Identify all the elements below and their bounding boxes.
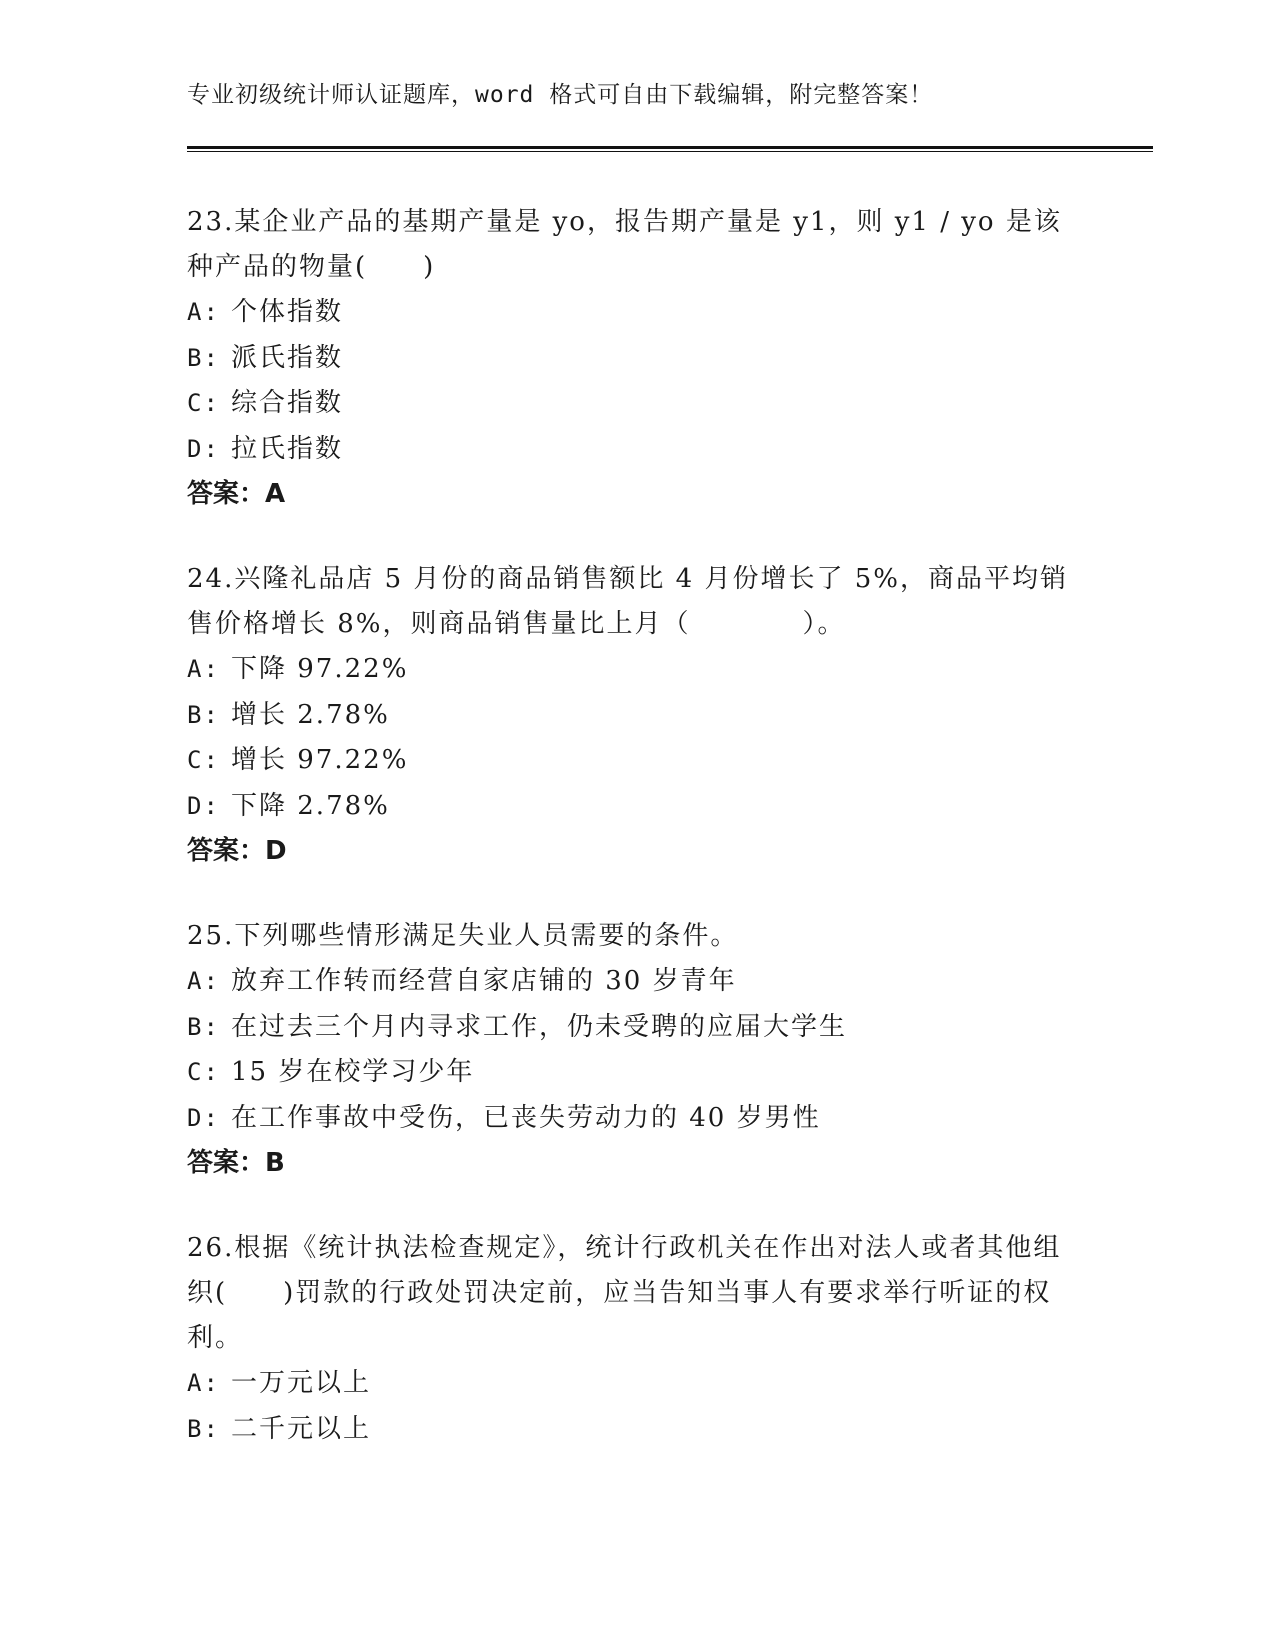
option-text: 派氏指数 — [231, 342, 344, 373]
question-text: 25.下列哪些情形满足失业人员需要的条件。 — [187, 921, 739, 951]
option-letter: D: — [187, 1103, 220, 1132]
option-text: 15 岁在校学习少年 — [231, 1057, 475, 1087]
question-text: 24.兴隆礼品店 5 月份的商品销售额比 4 月份增长了 5%，商品平均销售价格增长 8%，则商品销售量比上月（ ）。 — [187, 564, 1069, 639]
question-23 — [187, 200, 1087, 517]
option-letter: B: — [187, 343, 220, 372]
header-rule-thick — [187, 146, 1153, 149]
option-text: 下降 2.78% — [231, 790, 390, 821]
option-text: 增长 2.78% — [231, 699, 390, 730]
option-d — [187, 427, 1087, 473]
question-text: 23.某企业产品的基期产量是 yo，报告期产量是 y1，则 y1 / yo 是该种产品的物量( ) — [187, 207, 1062, 282]
option-text: 个体指数 — [231, 297, 344, 327]
option-letter: A: — [187, 967, 220, 995]
question-25 — [187, 914, 1087, 1186]
option-d — [187, 1096, 1087, 1142]
option-letter: C: — [187, 1058, 220, 1086]
option-text: 下降 97.22% — [231, 654, 409, 684]
option-letter: A: — [187, 655, 220, 683]
option-b — [187, 693, 1087, 739]
answer-line: 答案：B — [187, 1148, 285, 1178]
option-letter: A: — [187, 1369, 220, 1397]
option-letter: B: — [187, 1414, 220, 1443]
option-c — [187, 1050, 1087, 1096]
answer-line: 答案：A — [187, 479, 286, 509]
option-letter: A: — [187, 298, 220, 326]
option-letter: B: — [187, 1012, 220, 1041]
option-b — [187, 336, 1087, 382]
option-d — [187, 784, 1087, 830]
option-a — [187, 1361, 1087, 1407]
option-letter: B: — [187, 700, 220, 729]
question-text: 26.根据《统计执法检查规定》，统计行政机关在作出对法人或者其他组织( )罚款的行政处罚决定前，应当告知当事人有要求举行听证的权利。 — [187, 1233, 1062, 1353]
question-26 — [187, 1226, 1087, 1452]
option-a — [187, 959, 1087, 1005]
answer-line: 答案：D — [187, 836, 287, 866]
option-b — [187, 1005, 1087, 1051]
option-text: 一万元以上 — [231, 1368, 372, 1398]
option-text: 二千元以上 — [231, 1413, 372, 1444]
option-a — [187, 647, 1087, 693]
option-b — [187, 1407, 1087, 1453]
option-a — [187, 290, 1087, 336]
option-letter: D: — [187, 434, 220, 463]
option-c — [187, 738, 1087, 784]
option-text: 综合指数 — [231, 388, 344, 418]
option-letter: D: — [187, 791, 220, 820]
option-text: 增长 97.22% — [231, 745, 409, 775]
option-text: 在工作事故中受伤，已丧失劳动力的 40 岁男性 — [231, 1102, 821, 1133]
header-rule-thin — [187, 151, 1153, 152]
option-letter: C: — [187, 746, 220, 774]
option-text: 放弃工作转而经营自家店铺的 30 岁青年 — [231, 966, 737, 996]
question-24 — [187, 557, 1087, 874]
option-c — [187, 381, 1087, 427]
option-letter: C: — [187, 389, 220, 417]
question-list — [187, 200, 1087, 1492]
option-text: 拉氏指数 — [231, 433, 344, 464]
option-text: 在过去三个月内寻求工作，仍未受聘的应届大学生 — [231, 1011, 848, 1042]
page-header: 专业初级统计师认证题库，word 格式可自由下载编辑，附完整答案！ — [187, 82, 934, 108]
